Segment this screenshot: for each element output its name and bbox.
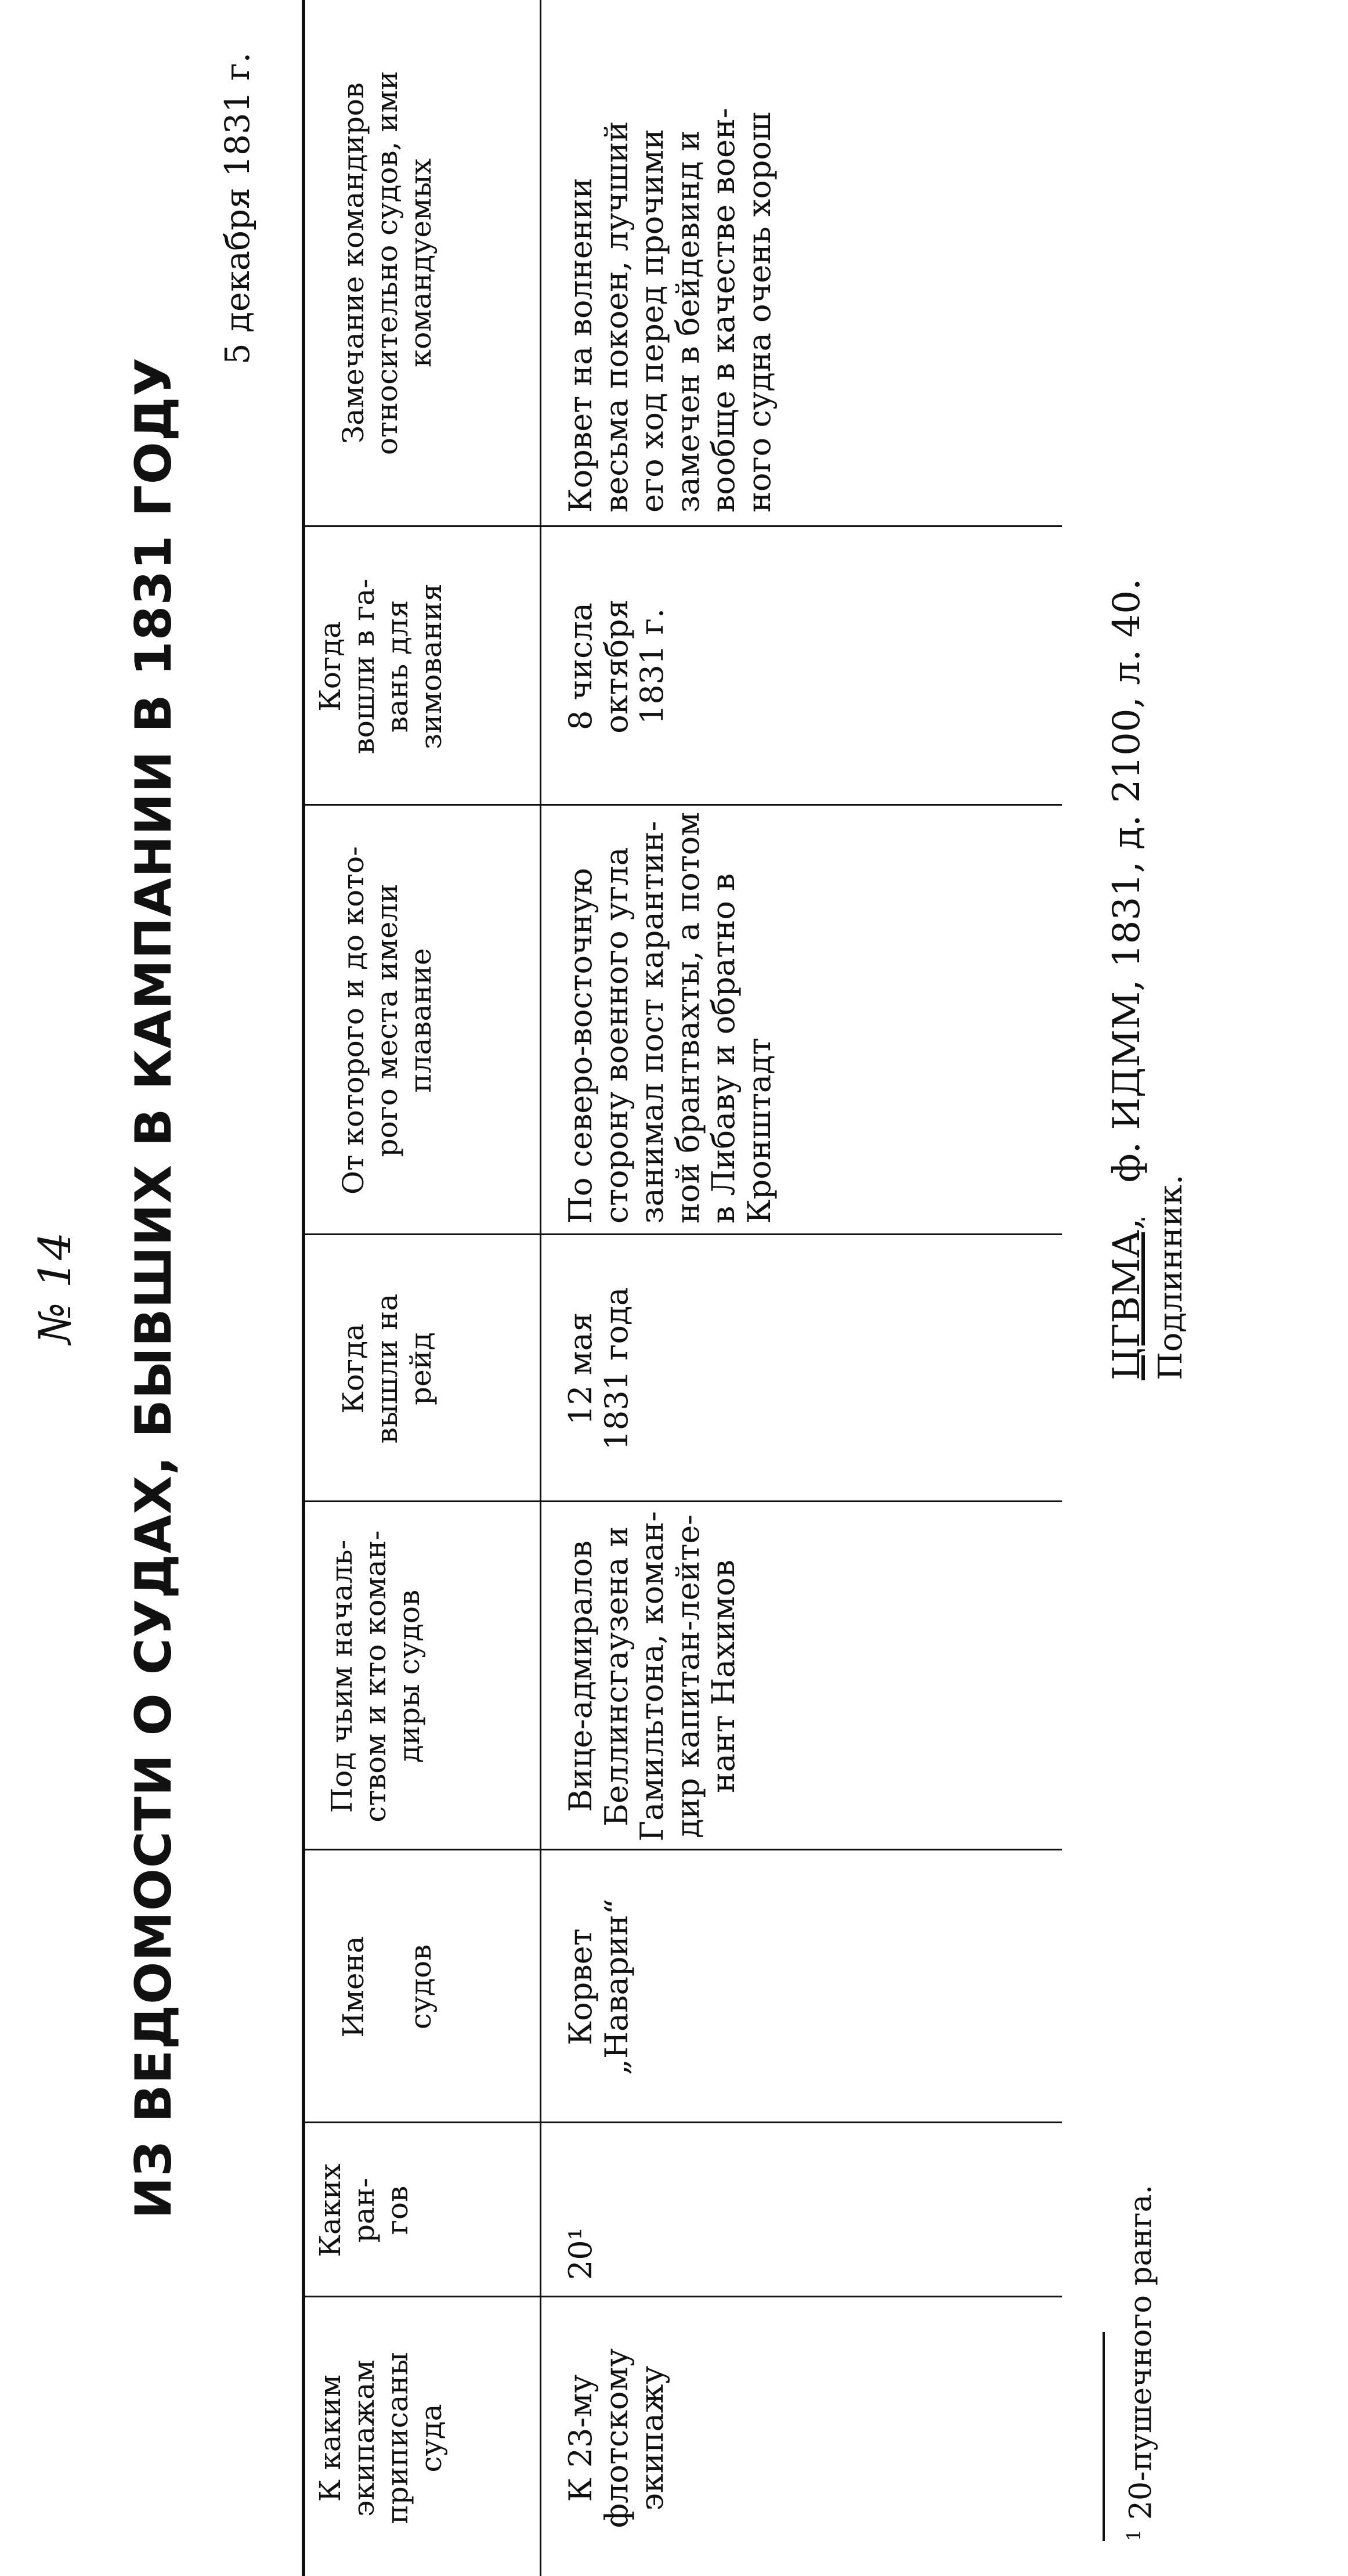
cell-command: Вице-адмиралов Беллинсгаузена и Гамильтона, коман- дир капитан-лейте- нант Нахимов [562, 1511, 742, 1842]
column-divider [302, 1233, 1062, 1235]
header-departure: Когда вышли на рейд [337, 1293, 438, 1444]
footnote [1123, 2185, 1158, 2541]
header-wintering: Когда вошли в га- вань для зимования [313, 578, 448, 755]
column-divider [302, 525, 1062, 527]
document-date: 5 декабря 1831 г. [218, 52, 257, 365]
cell-crew: К 23-му флотскому экипажу [562, 2348, 671, 2528]
archive-reference [1105, 579, 1148, 1380]
archive-citation: ф. ИДММ, 1831, д. 2100, л. 40. [1105, 578, 1148, 1183]
footnote-rule [1103, 2332, 1105, 2541]
cell-rank: 20¹ [562, 2227, 599, 2280]
header-crew: К каким экипажам приписаны суда [313, 2352, 448, 2524]
cell-voyage: По северо-восточную сторону военного угла занимал пост карантин- ной брантвахты, а потом в Либаву и обратно в Кронштадт [562, 811, 778, 1224]
cell-departure: 12 мая 1831 года [562, 1287, 635, 1451]
column-divider [302, 1849, 1062, 1850]
cell-ship-name: Корвет „Наварин“ [562, 1899, 635, 2076]
header-remarks: Замечание командиров относительно судов, ими командуемых [337, 71, 438, 455]
column-divider [302, 1500, 1062, 1502]
header-voyage: От которого и до кото- рого места имели плавание [337, 846, 438, 1195]
footnote-marker: 1 [1123, 2529, 1145, 2541]
footnote-text: 20-пушечного ранга. [1123, 2184, 1159, 2520]
header-divider-rule [540, 0, 541, 2576]
table-top-rule [302, 0, 305, 2576]
header-command: Под чьим началь- ством и кто коман- диры судов [325, 1530, 426, 1823]
cell-wintering: 8 числа октября 1831 г. [562, 599, 671, 734]
source-note: Подлинник. [1152, 1174, 1190, 1380]
document-number: № 14 [29, 1232, 81, 1344]
archive-abbreviation: ЦГВМА, [1105, 1218, 1148, 1380]
column-divider [302, 2296, 1062, 2297]
header-rank: Каких ран- гов [313, 2163, 414, 2257]
column-divider [302, 804, 1062, 806]
ship-register-table [302, 0, 1062, 2576]
cell-remarks: Корвет на волнении весьма покоен, лучший его ход перед прочими замечен в бейдевинд и вообще в качестве воен- ного судна очень хорош [562, 107, 778, 513]
header-ship-names: Имена судов [337, 1936, 438, 2038]
column-divider [302, 2122, 1062, 2123]
document-title: ИЗ ВЕДОМОСТИ О СУДАХ, БЫВШИХ В КАМПАНИИ В 1831 ГОДУ [125, 357, 183, 2219]
